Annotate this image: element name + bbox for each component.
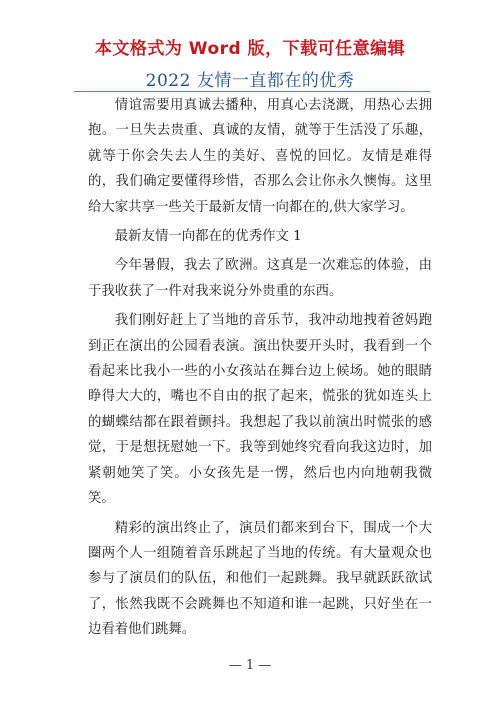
intro-paragraph: 情谊需要用真诚去播种，用真心去浇溉，用热心去拥抱。一旦失去贵重、真诚的友情，就等于生活没了乐趣，就等于你会失去人生的美好、喜悦的回忆。友情是难得的，我们确定要懂得珍惜，否那么会让你永久懊悔。这里给大家共享一些关于最新友情一向都在的,供大家学习。 (88, 98, 432, 215)
document-title: 2022 友情一直都在的优秀 (145, 71, 355, 91)
essay-heading: 最新友情一向都在的优秀作文 1 (114, 229, 302, 245)
title-underline (74, 91, 430, 92)
body-paragraph: 今年暑假，我去了欧洲。这真是一次难忘的体验，由于我收获了一件对我来说分外贵重的东西。 (88, 258, 432, 299)
body-paragraph: 精彩的演出终止了，演员们都来到台下，围成一个大圈两个人一组随着音乐跳起了当地的传统。有大量观众也参与了演员们的队伍，和他们一起跳舞。我早就跃跃欲试了，怅然我既不会跳舞也不知道和谁一起跳，只好坐在一边看着他们跳舞。 (88, 520, 432, 638)
document-body (88, 93, 432, 647)
word-format-banner: 本文格式为 Word 版，下载可任意编辑 (94, 39, 406, 59)
page-number: — 1 — (228, 658, 272, 673)
body-paragraph: 我们刚好赶上了当地的音乐节，我冲动地拽着爸妈跑到正在演出的公园看表演。演出快要开头时，我看到一个看起来比我小一些的小女孩站在舞台边上候场。她的眼睛睁得大大的，嘴也不自由的抿了起来，慌张的犹如连头上的蝴蝶结都在跟着颤抖。我想起了我以前演出时慌张的感觉，于是想抚慰她一下。我等到她终究看向我这边时，加紧朝她笑了笑。小女孩先是一愣，然后也内向地朝我微笑。 (88, 313, 432, 507)
